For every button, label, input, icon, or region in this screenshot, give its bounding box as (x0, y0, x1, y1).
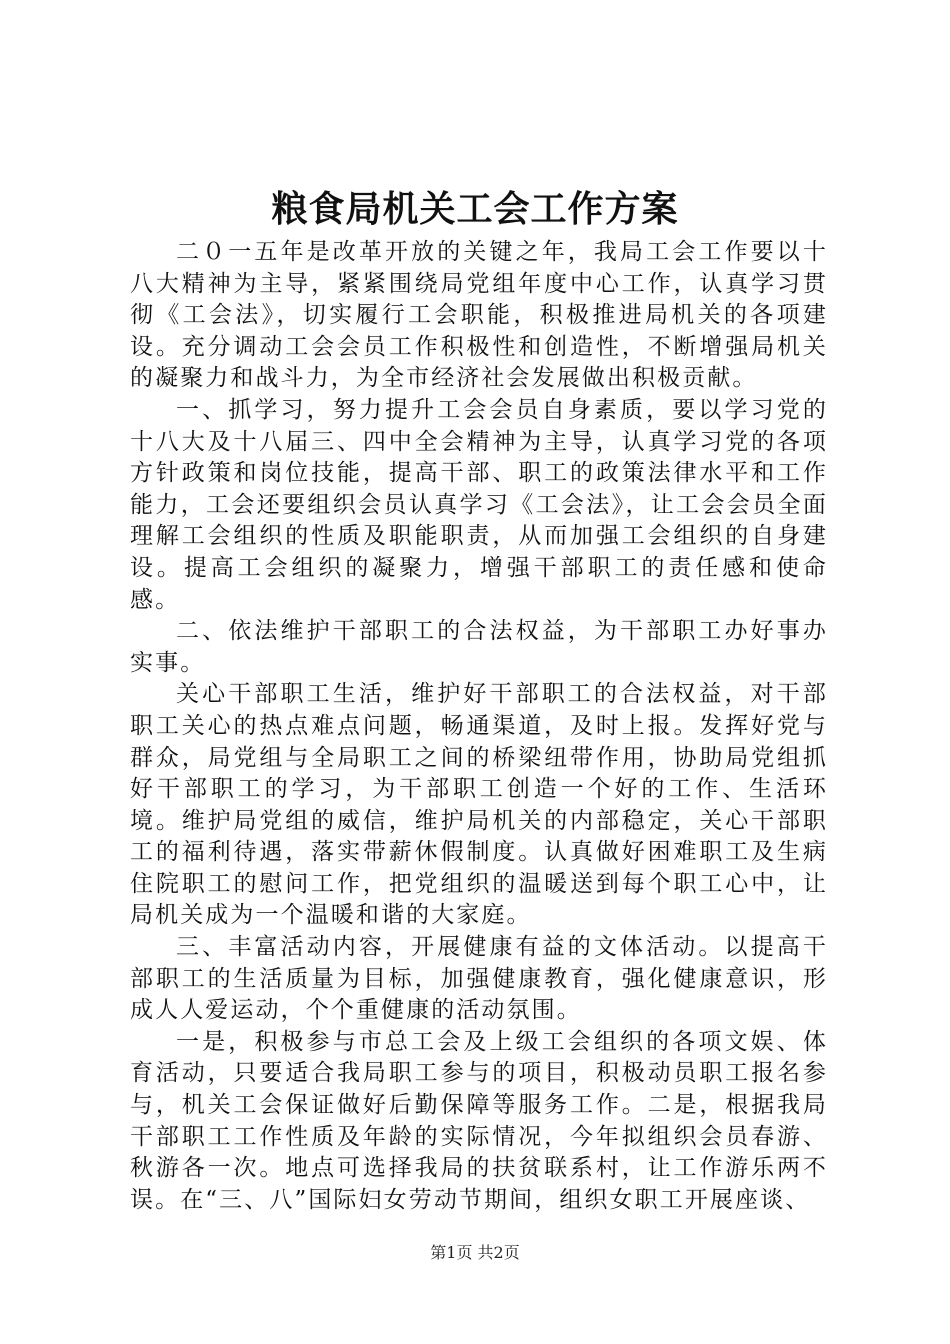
document-title: 粮食局机关工会工作方案 (271, 188, 679, 230)
paragraph-intro: 二０一五年是改革开放的关键之年，我局工会工作要以十八大精神为主导，紧紧围绕局党组年度中心工作，认真学习贯彻《工会法》，切实履行工会职能，积极推进局机关的各项建设。充分调动工会会员工作积极性和创造性，不断增强局机关的凝聚力和战斗力，为全市经济社会发展做出积极贡献。 (130, 239, 828, 392)
paragraph-section-2-heading: 二、依法维护干部职工的合法权益，为干部职工办好事办实事。 (130, 618, 828, 676)
document-body (130, 237, 828, 1216)
paragraph-section-1: 一、抓学习，努力提升工会会员自身素质，要以学习党的十八大及十八届三、四中全会精神为主导，认真学习党的各项方针政策和岗位技能，提高干部、职工的政策法律水平和工作能力，工会还要组织会员认真学习《工会法》，让工会会员全面理解工会组织的性质及职能职责，从而加强工会组织的自身建设。提高工会组织的凝聚力，增强干部职工的责任感和使命感。 (130, 396, 828, 613)
paragraph-section-2-body: 关心干部职工生活，维护好干部职工的合法权益，对干部职工关心的热点难点问题，畅通渠道，及时上报。发挥好党与群众，局党组与全局职工之间的桥梁纽带作用，协助局党组抓好干部职工的学习，为干部职工创造一个好的工作、生活环境。维护局党组的威信，维护局机关的内部稳定，关心干部职工的福利待遇，落实带薪休假制度。认真做好困难职工及生病住院职工的慰问工作，把党组织的温暖送到每个职工心中，让局机关成为一个温暖和谐的大家庭。 (130, 681, 828, 929)
page-footer: 第1页 共2页 (430, 1243, 520, 1262)
paragraph-section-3-details: 一是，积极参与市总工会及上级工会组织的各项文娱、体育活动，只要适合我局职工参与的项目，积极动员职工报名参与，机关工会保证做好后勤保障等服务工作。二是，根据我局干部职工工作性质及年龄的实际情况，今年拟组织会员春游、秋游各一次。地点可选择我局的扶贫联系村，让工作游乐两不误。在“三、八”国际妇女劳动节期间，组织女职工开展座谈、 (130, 1028, 828, 1213)
paragraph-section-3: 三、丰富活动内容，开展健康有益的文体活动。以提高干部职工的生活质量为目标，加强健康教育，强化健康意识，形成人人爱运动，个个重健康的活动氛围。 (130, 934, 828, 1024)
